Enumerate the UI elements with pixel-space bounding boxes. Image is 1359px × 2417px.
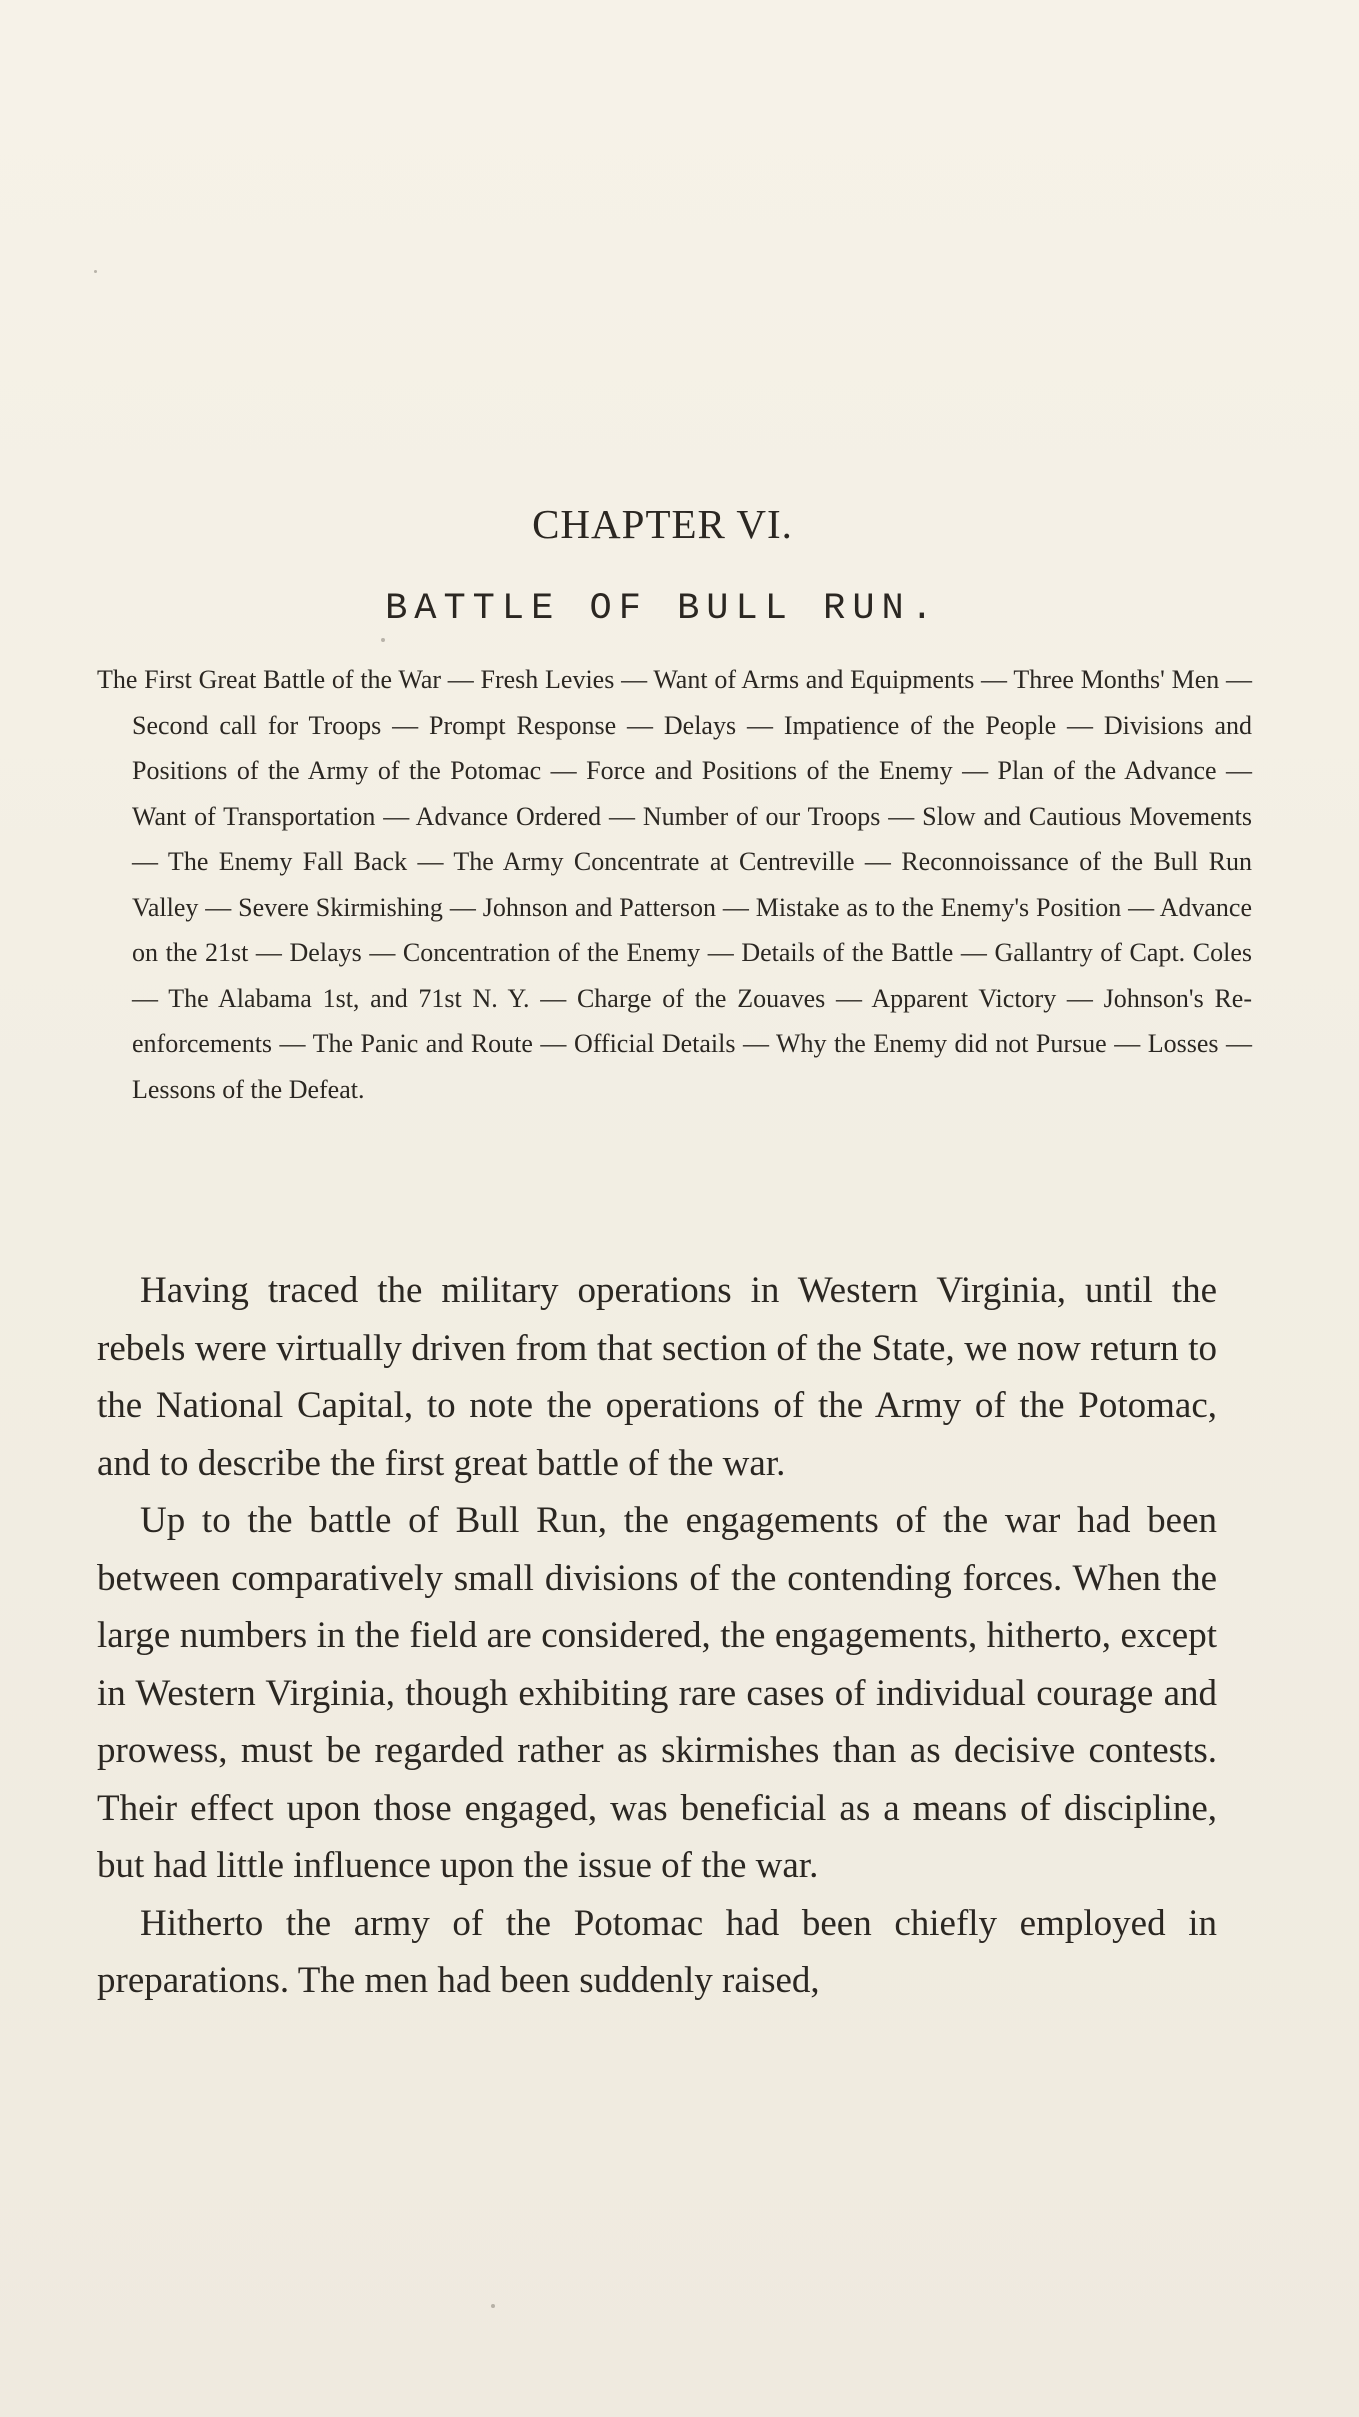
paragraph: Having traced the military operations in Western Virginia, until the rebels were virtually driven from that section of the State, we now return to the National Capital, to note the operations of the Army of the Potomac, and to describe the first great battle of the war. [97, 1270, 1217, 1484]
paper-speck [491, 2304, 495, 2308]
chapter-synopsis: The First Great Battle of the War — Fresh Levies — Want of Arms and Equipments — Three Months' Men — Second call for Troops — Prompt Response — Delays — Impatience of the People — Divisions and Positions of the Army of the Potomac — Force and Positions of the Enemy — Plan of the Advance — Want of Transportation — Advance Ordered — Number of our Troops — Slow and Cautious Movements — The Enemy Fall Back — The Army Concentrate at Centreville — Reconnoissance of the Bull Run Valley — Severe Skirmishing — Johnson and Patterson — Mistake as to the Enemy's Position — Advance on the 21st — Delays — Concentration of the Enemy — Details of the Battle — Gallantry of Capt. Coles — The Alabama 1st, and 71st N. Y. — Charge of the Zouaves — Apparent Victory — Johnson's Re-enforcements — The Panic and Route — Official Details — Why the Enemy did not Pursue — Losses — Lessons of the Defeat. [97, 665, 1252, 1104]
paper-speck [381, 638, 385, 642]
chapter-number: CHAPTER VI. [532, 501, 793, 547]
body-text [97, 1262, 1217, 2010]
paper-speck [94, 270, 97, 273]
paragraph: Up to the battle of Bull Run, the engagements of the war had been between comparatively small divisions of the contending forces. When the large numbers in the field are considered, the engagements, hitherto, except in Western Virginia, though exhibiting rare cases of individual courage and prowess, must be regarded rather as skirmishes than as decisive contests. Their effect upon those engaged, was beneficial as a means of discipline, but had little influence upon the issue of the war. [97, 1500, 1217, 1886]
chapter-title: BATTLE OF BULL RUN. [385, 588, 940, 630]
paragraph: Hitherto the army of the Potomac had been chiefly employed in preparations. The men had been suddenly raised, [97, 1902, 1217, 2001]
